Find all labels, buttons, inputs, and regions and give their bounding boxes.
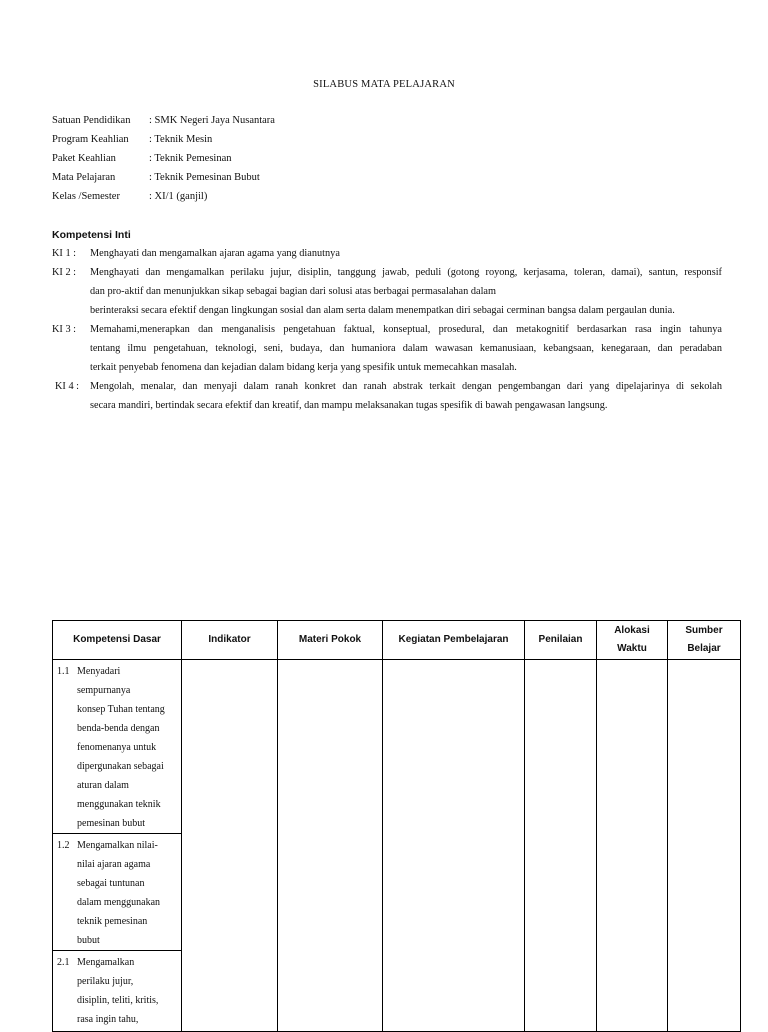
info-row: [52, 114, 275, 133]
ki-line: Menghayati dan mengamalkan perilaku jujur, disiplin, tanggung jawab, peduli (gotong royong, kerjasama, toleran, damai), santun, responsif: [90, 267, 722, 278]
ki-item: [52, 377, 722, 415]
ki-line: tentang ilmu pengetahuan, teknologi, seni, budaya, dan humaniora dalam wawasan kemanusiaan, kebangsaan, kenegaraan, dan peradaban: [90, 343, 722, 354]
kd-line: dipergunakan sebagai: [77, 761, 164, 772]
penilaian-cell: [525, 660, 597, 1032]
header-indikator: Indikator: [182, 621, 278, 660]
ki-code: KI 4 :: [55, 381, 80, 392]
info-value: : Teknik Pemesinan: [149, 153, 232, 164]
materi-cell: [278, 660, 383, 1032]
ki-line: berinteraksi secara efektif dengan lingkungan sosial dan alam serta dalam menempatkan diri sebagai cerminan bangsa dalam pergaulan dunia.: [90, 305, 675, 316]
ki-item: [52, 320, 722, 377]
info-label: Satuan Pendidikan: [52, 115, 131, 126]
table-header-row: [53, 621, 741, 660]
header-line: Sumber: [685, 625, 723, 636]
header-sumber-belajar: [668, 621, 741, 660]
kd-line: sempurnanya: [77, 685, 131, 696]
ki-line: Mengolah, menalar, dan menyaji dalam ranah konkret dan ranah abstrak terkait dengan pengembangan dari yang dipelajarinya di sekolah: [90, 381, 722, 392]
kd-cell: [53, 834, 182, 951]
kd-line: menggunakan teknik: [77, 799, 161, 810]
identity-block: [52, 114, 275, 209]
ki-code: KI 3 :: [52, 324, 77, 335]
kd-line: nilai ajaran agama: [77, 859, 151, 870]
kd-line: benda-benda dengan: [77, 723, 160, 734]
kd-line: Mengamalkan nilai-: [77, 840, 158, 851]
document-title: SILABUS MATA PELAJARAN: [313, 79, 455, 90]
kegiatan-cell: [383, 660, 525, 1032]
kd-line: Mengamalkan: [77, 957, 135, 968]
kd-cell: [53, 951, 182, 1032]
info-row: [52, 133, 275, 152]
info-label: Paket Keahlian: [52, 153, 116, 164]
kd-line: pemesinan bubut: [77, 818, 146, 829]
kd-line: sebagai tuntunan: [77, 878, 145, 889]
kompetensi-inti-heading: Kompetensi Inti: [52, 229, 131, 241]
info-value: : XI/1 (ganjil): [149, 191, 208, 202]
indikator-cell: [182, 660, 278, 1032]
ki-code: KI 1 :: [52, 248, 77, 259]
kd-line: dalam menggunakan: [77, 897, 161, 908]
ki-line: terkait penyebab fenomena dan kejadian dalam bidang kerja yang spesifik untuk memecahkan masalah.: [90, 362, 517, 373]
kd-line: perilaku jujur,: [77, 976, 134, 987]
kd-line: bubut: [77, 935, 100, 946]
info-row: [52, 152, 275, 171]
info-value: : SMK Negeri Jaya Nusantara: [149, 115, 275, 126]
kd-number: 1.1: [57, 666, 70, 677]
header-kompetensi-dasar: Kompetensi Dasar: [53, 621, 182, 660]
kd-line: teknik pemesinan: [77, 916, 148, 927]
kd-line: konsep Tuhan tentang: [77, 704, 165, 715]
kd-line: disiplin, teliti, kritis,: [77, 995, 159, 1006]
alokasi-cell: [597, 660, 668, 1032]
table-row: [53, 660, 741, 834]
ki-line: Memahami,menerapkan dan menganalisis pengetahuan faktual, konseptual, prosedural, dan metakognitif berdasarkan rasa ingin tahunya: [90, 324, 722, 335]
kd-line: Menyadari: [77, 666, 121, 677]
sumber-cell: [668, 660, 741, 1032]
header-line: Belajar: [687, 643, 721, 654]
ki-line: Menghayati dan mengamalkan ajaran agama yang dianutnya: [90, 248, 340, 259]
info-label: Program Keahlian: [52, 134, 129, 145]
kd-cell: [53, 660, 182, 834]
info-row: [52, 171, 275, 190]
ki-line: secara mandiri, bertindak secara efektif dan kreatif, dan mampu melaksanakan tugas spesifik di bawah pengawasan langsung.: [90, 400, 608, 411]
kd-line: fenomenanya untuk: [77, 742, 157, 753]
info-label: Kelas /Semester: [52, 191, 120, 202]
ki-item: [52, 263, 722, 320]
kd-line: rasa ingin tahu,: [77, 1014, 139, 1025]
ki-line: dan pro-aktif dan menunjukkan sikap sebagai bagian dari solusi atas berbagai permasalahan dalam: [90, 286, 497, 297]
ki-code: KI 2 :: [52, 267, 77, 278]
header-kegiatan-pembelajaran: Kegiatan Pembelajaran: [383, 621, 525, 660]
kd-number: 1.2: [57, 840, 70, 851]
info-label: Mata Pelajaran: [52, 172, 116, 183]
kd-line: aturan dalam: [77, 780, 129, 791]
kd-number: 2.1: [57, 957, 70, 968]
header-materi-pokok: Materi Pokok: [278, 621, 383, 660]
header-line: Waktu: [617, 643, 647, 654]
header-penilaian: Penilaian: [525, 621, 597, 660]
info-row: [52, 190, 275, 209]
header-line: Alokasi: [614, 625, 650, 636]
ki-item: [52, 244, 722, 263]
info-value: : Teknik Pemesinan Bubut: [149, 172, 260, 183]
header-alokasi-waktu: [597, 621, 668, 660]
info-value: : Teknik Mesin: [149, 134, 213, 145]
syllabus-table: [52, 620, 741, 1032]
